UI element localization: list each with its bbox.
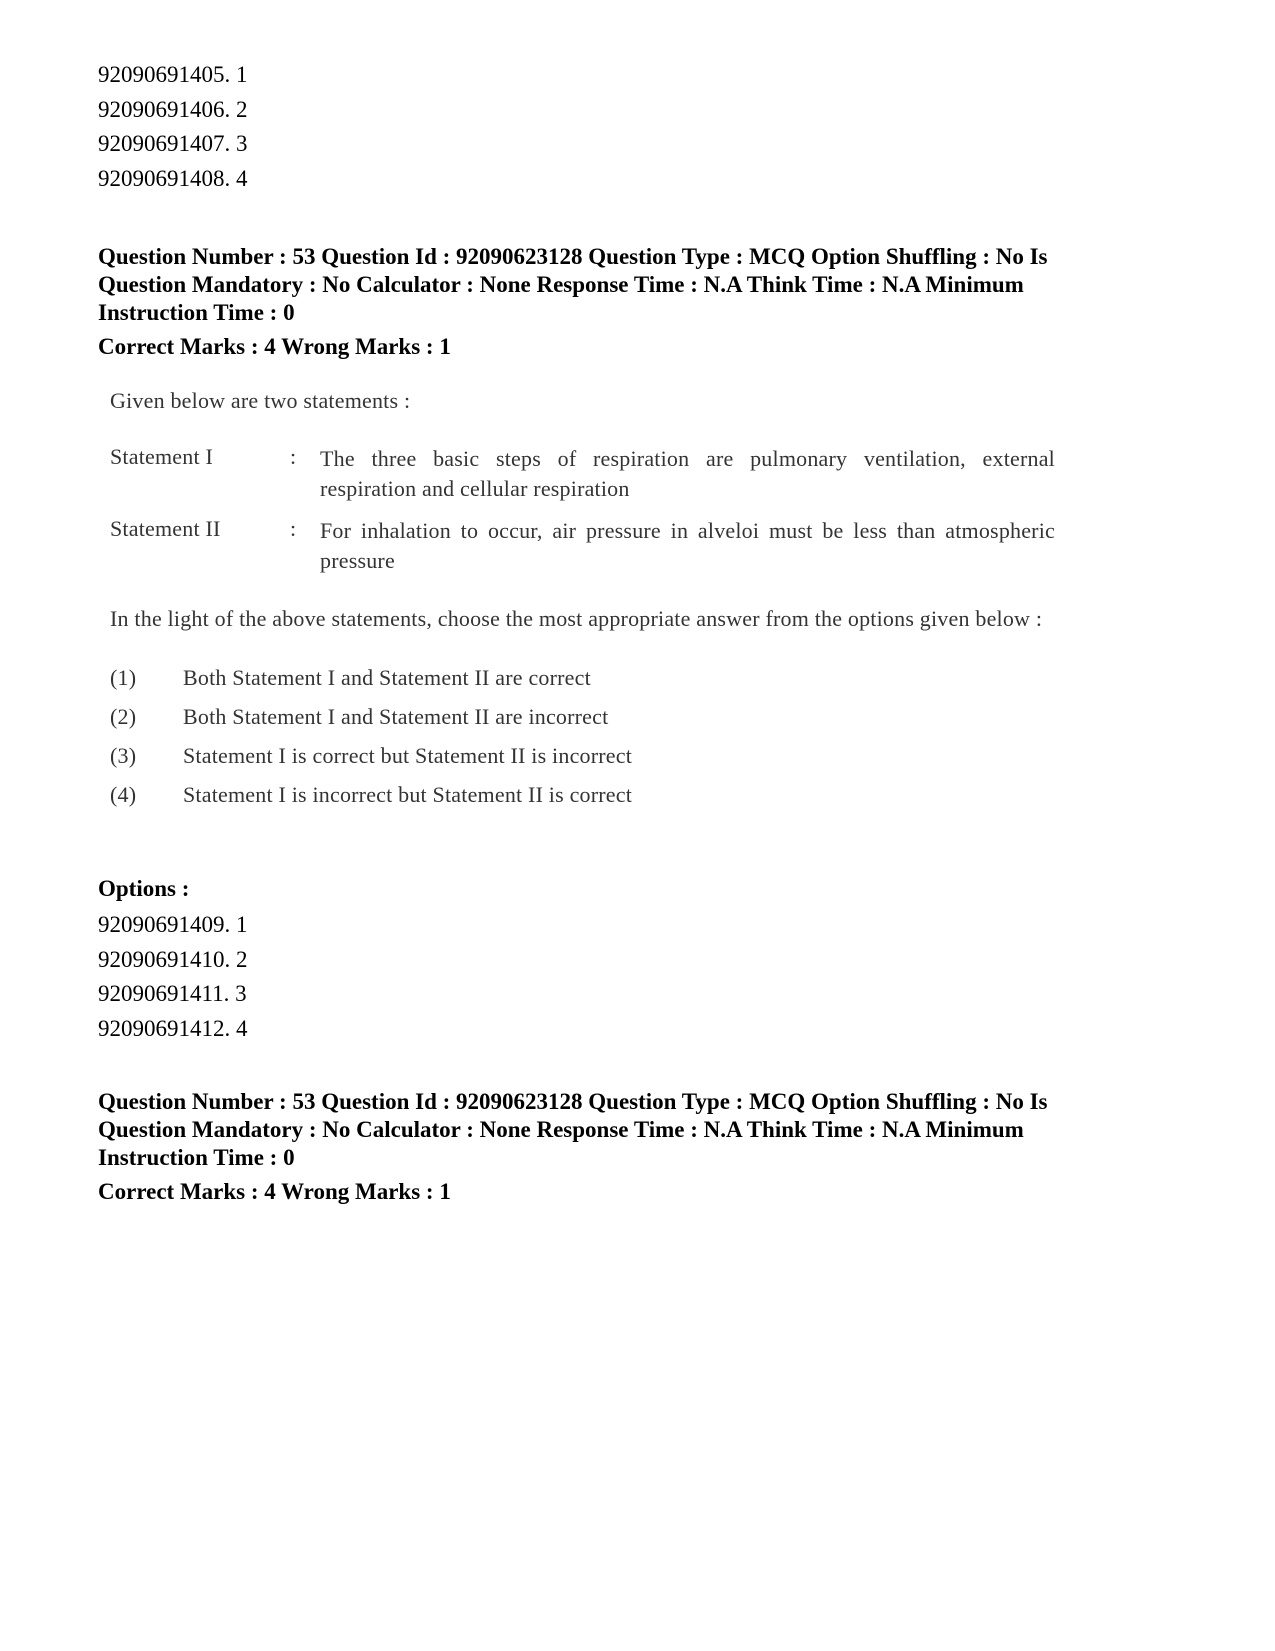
choice-text: Both Statement I and Statement II are incorrect	[183, 703, 609, 729]
choice-text: Statement I is correct but Statement II is incorrect	[183, 742, 633, 768]
marks-line: Correct Marks : 4 Wrong Marks : 1	[98, 334, 451, 359]
question-header-line: Question Number : 53 Question Id : 92090623128 Question Type : MCQ Option Shuffling : No Is	[98, 244, 1048, 269]
answer-choice	[110, 775, 1060, 814]
options-label: Options :	[98, 876, 190, 901]
marks-line: Correct Marks : 4 Wrong Marks : 1	[98, 1179, 451, 1204]
statement-label: Statement II	[110, 516, 221, 541]
question-header-line: Question Number : 53 Question Id : 92090623128 Question Type : MCQ Option Shuffling : No Is	[98, 1089, 1048, 1114]
question-header-line: Question Mandatory : No Calculator : None Response Time : N.A Think Time : N.A Minimum	[98, 272, 1024, 297]
option-line: 92090691410. 2	[98, 946, 248, 972]
statement-colon: :	[290, 444, 297, 469]
question-instruction: In the light of the above statements, choose the most appropriate answer from the options given below :	[110, 606, 1043, 631]
question-intro: Given below are two statements :	[110, 388, 411, 413]
question-header	[98, 243, 1188, 361]
answer-choices	[110, 658, 1060, 814]
question-body	[110, 388, 1060, 814]
choice-text: Both Statement I and Statement II are correct	[183, 664, 591, 690]
answer-choice	[110, 658, 1060, 697]
choice-text: Statement I is incorrect but Statement II is correct	[183, 781, 633, 807]
option-line: 92090691408. 4	[98, 165, 248, 191]
statement-row	[110, 444, 1060, 504]
question-header-line: Question Mandatory : No Calculator : None Response Time : N.A Think Time : N.A Minimum	[98, 1117, 1024, 1142]
answer-choice	[110, 697, 1060, 736]
statement-text: The three basic steps of respiration are pulmonary ventilation, external respiration and cellular respiration	[320, 446, 1055, 501]
option-line: 92090691406. 2	[98, 96, 248, 122]
statement-text: For inhalation to occur, air pressure in alveloi must be less than atmospheric pressure	[320, 518, 1055, 573]
option-line: 92090691407. 3	[98, 131, 248, 156]
option-line: 92090691412. 4	[98, 1015, 248, 1041]
question-header	[98, 1088, 1188, 1206]
statement-colon: :	[290, 516, 297, 541]
option-line: 92090691409. 1	[98, 912, 248, 937]
choice-number: (3)	[110, 742, 137, 768]
choice-number: (1)	[110, 664, 137, 690]
statement-row	[110, 516, 1060, 576]
question-header-line: Instruction Time : 0	[98, 300, 295, 325]
choice-number: (4)	[110, 781, 137, 807]
option-line: 92090691411. 3	[98, 981, 247, 1006]
answer-choice	[110, 736, 1060, 775]
options-list	[98, 908, 248, 1046]
question-header-line: Instruction Time : 0	[98, 1145, 295, 1170]
previous-options-list	[98, 58, 248, 196]
statement-label: Statement I	[110, 444, 214, 469]
choice-number: (2)	[110, 703, 137, 729]
option-line: 92090691405. 1	[98, 62, 248, 87]
